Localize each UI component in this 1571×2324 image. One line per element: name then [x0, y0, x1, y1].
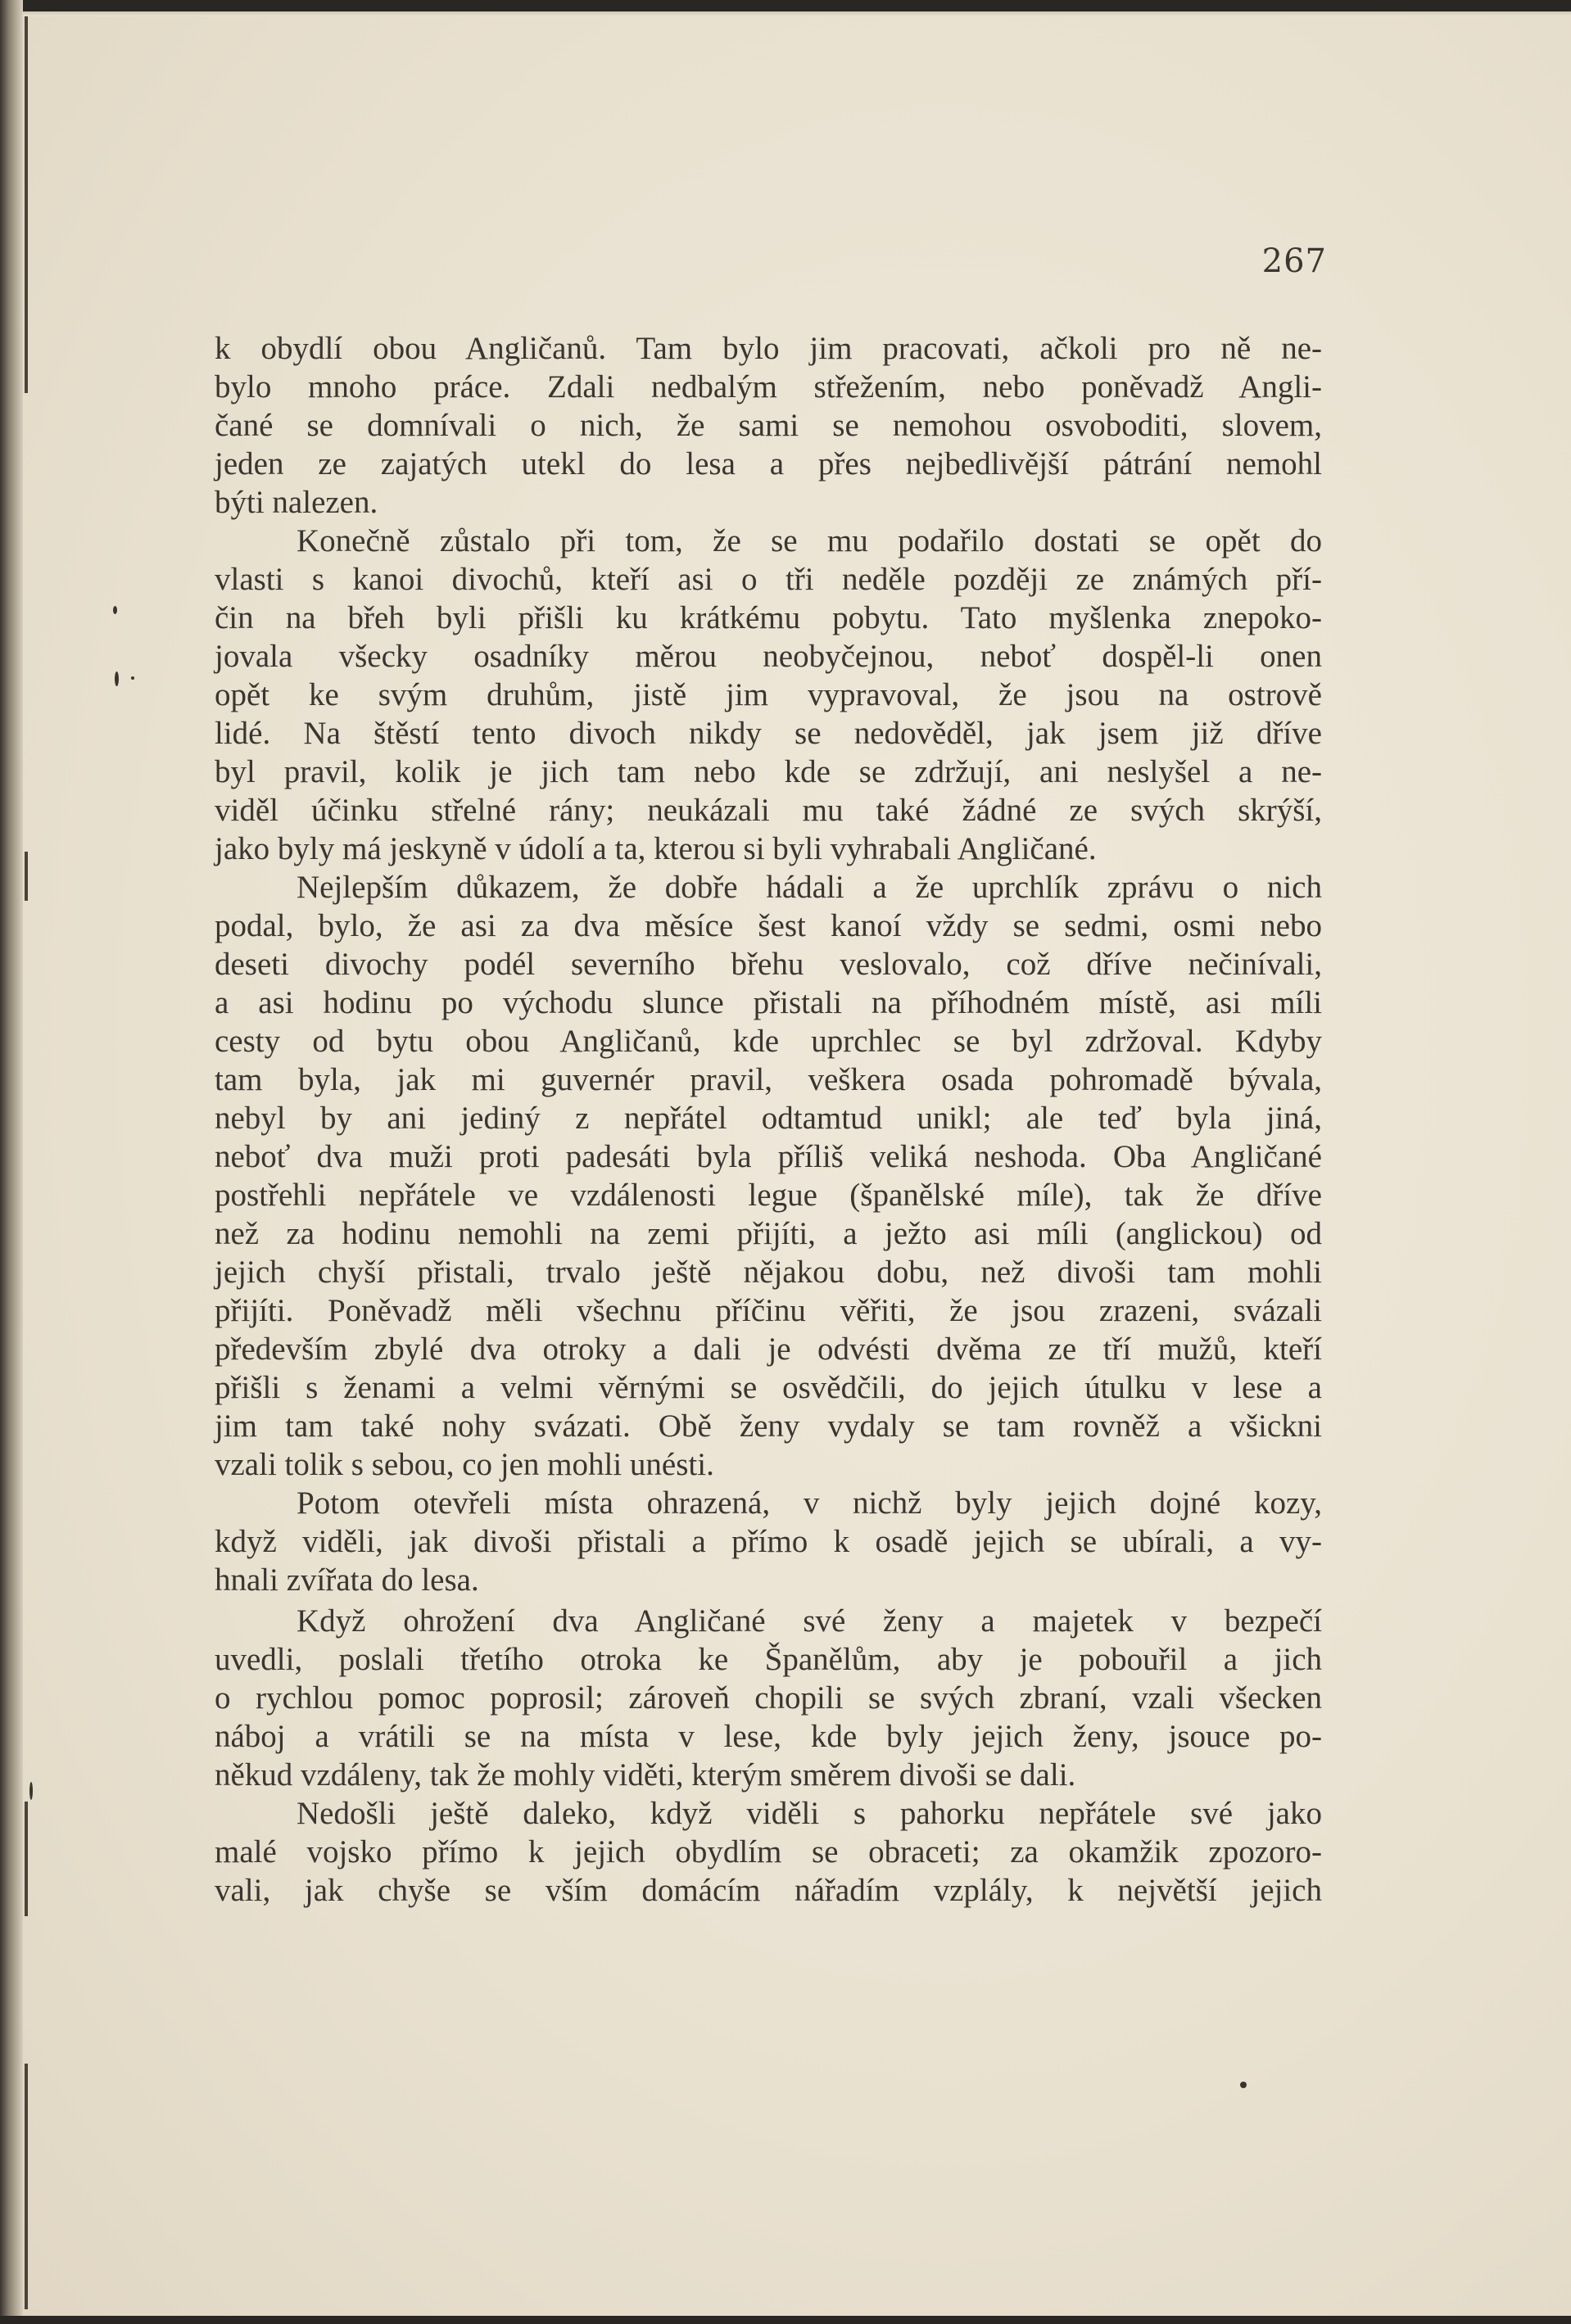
text-line: lidé. Na štěstí tento divoch nikdy se nedověděl, jak jsem již dříve: [215, 716, 1322, 751]
text-line: jim tam také nohy svázati. Obě ženy vydaly se tam rovněž a všickni: [215, 1408, 1322, 1444]
ink-speck: [115, 671, 119, 686]
text-line: hnali zvířata do lesa.: [215, 1562, 479, 1598]
text-line: Konečně zůstalo při tom, že se mu podařilo dostati se opět do: [297, 523, 1322, 558]
text-line: cesty od bytu obou Angličanů, kde uprchlec se byl zdržoval. Kdyby: [215, 1024, 1322, 1059]
text-line: k obydlí obou Angličanů. Tam bylo jim pracovati, ačkoli pro ně ne-: [215, 331, 1322, 366]
text-line: jovala všecky osadníky měrou neobyčejnou, neboť dospěl-li onen: [215, 639, 1322, 674]
text-line: podal, bylo, že asi za dva měsíce šest kanoí vždy se sedmi, osmi nebo: [215, 908, 1322, 943]
page-number: 267: [1261, 242, 1327, 280]
text-line: především zbylé dva otroky a dali je odvésti dvěma ze tří mužů, kteří: [215, 1332, 1322, 1367]
text-line: čané se domnívali o nich, že sami se nemohou osvoboditi, slovem,: [215, 408, 1322, 443]
text-line: deseti divochy podél severního břehu veslovalo, což dříve nečinívali,: [215, 947, 1322, 982]
text-line: neboť dva muži proti padesáti byla příliš veliká neshoda. Oba Angličané: [215, 1139, 1322, 1174]
text-line: jako byly má jeskyně v údolí a ta, kterou si byli vyhrabali Angličané.: [215, 831, 1097, 866]
text-line: Nejlepším důkazem, že dobře hádali a že uprchlík zprávu o nich: [297, 870, 1322, 905]
text-line: bylo mnoho práce. Zdali nedbalým střežením, nebo poněvadž Angli-: [215, 369, 1322, 405]
text-line: vlasti s kanoi divochů, kteří asi o tři neděle později ze známých pří-: [215, 562, 1322, 597]
ink-speck: [131, 676, 134, 680]
text-line: čin na břeh byli přišli ku krátkému pobytu. Tato myšlenka znepoko-: [215, 600, 1322, 635]
text-line: nebyl by ani jediný z nepřátel odtamtud unikl; ale teď byla jiná,: [215, 1101, 1322, 1136]
text-line: malé vojsko přímo k jejich obydlím se obraceti; za okamžik zpozoro-: [215, 1834, 1322, 1870]
text-line: Potom otevřeli místa ohrazená, v nichž byly jejich dojné kozy,: [297, 1485, 1322, 1521]
text-line: postřehli nepřátele ve vzdálenosti legue (španělské míle), tak že dříve: [215, 1178, 1322, 1213]
body-text: [215, 329, 1322, 1910]
text-line: když viděli, jak divoši přistali a přímo k osadě jejich se ubírali, a vy-: [215, 1524, 1322, 1559]
gutter-line: [25, 2064, 28, 2309]
text-line: Když ohrožení dva Angličané své ženy a majetek v bezpečí: [297, 1603, 1322, 1639]
page-top-shade: [0, 11, 1571, 16]
text-line: než za hodinu nemohli na zemi přijíti, a ježto asi míli (anglickou) od: [215, 1216, 1322, 1251]
ink-speck: [1240, 2082, 1247, 2088]
binding-shadow: [0, 0, 23, 2324]
text-line: vzali tolik s sebou, co jen mohli unésti.: [215, 1447, 714, 1482]
text-line: Nedošli ještě daleko, když viděli s pahorku nepřátele své jako: [297, 1796, 1322, 1831]
text-line: opět ke svým druhům, jistě jim vypravoval, že jsou na ostrově: [215, 677, 1322, 712]
text-line: tam byla, jak mi guvernér pravil, veškera osada pohromadě bývala,: [215, 1062, 1322, 1097]
text-line: jeden ze zajatých utekl do lesa a přes nejbedlivější pátrání nemohl: [215, 446, 1322, 482]
gutter-line: [25, 852, 28, 901]
text-line: viděl účinku střelné rány; neukázali mu také žádné ze svých skrýší,: [215, 793, 1322, 828]
ink-speck: [113, 606, 117, 614]
text-line: přijíti. Poněvadž měli všechnu příčinu věřiti, že jsou zrazeni, svázali: [215, 1293, 1322, 1328]
page-bottom-edge: [0, 2316, 1571, 2324]
text-line: náboj a vrátili se na místa v lese, kde byly jejich ženy, jsouce po-: [215, 1719, 1322, 1754]
text-line: vali, jak chyše se vším domácím nářadím vzplály, k největší jejich: [215, 1873, 1322, 1908]
text-line: a asi hodinu po východu slunce přistali na příhodném místě, asi míli: [215, 985, 1322, 1020]
text-line: býti nalezen.: [215, 485, 378, 520]
gutter-line: [25, 16, 28, 393]
page-top-edge: [0, 0, 1571, 11]
ink-speck: [29, 1782, 33, 1800]
text-line: jejich chyší přistali, trvalo ještě nějakou dobu, než divoši tam mohli: [215, 1255, 1322, 1290]
text-line: byl pravil, kolik je jich tam nebo kde se zdržují, ani neslyšel a ne-: [215, 754, 1322, 789]
text-line: uvedli, poslali třetího otroka ke Španělům, aby je pobouřil a jich: [215, 1642, 1322, 1677]
text-line: o rychlou pomoc poprosil; zároveň chopili se svých zbraní, vzali všecken: [215, 1680, 1322, 1716]
text-line: přišli s ženami a velmi věrnými se osvědčili, do jejich útulku v lese a: [215, 1370, 1322, 1405]
text-line: někud vzdáleny, tak že mohly viděti, kterým směrem divoši se dali.: [215, 1757, 1076, 1793]
gutter-line: [25, 1802, 28, 1916]
